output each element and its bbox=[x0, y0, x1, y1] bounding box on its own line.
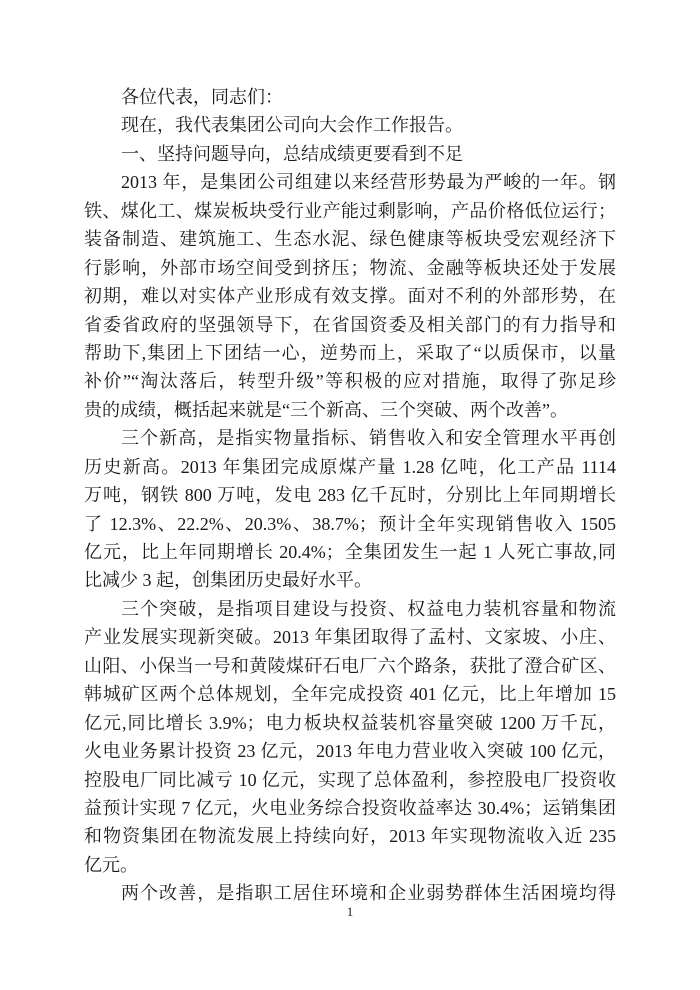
text-line: 三个突破，是指项目建设与投资、权益电力装机容量和物流 bbox=[121, 598, 616, 619]
text-line: 产业发展实现新突破。2013 年集团取得了孟村、文家坡、小庄、 bbox=[84, 627, 616, 648]
text-line: 帮助下,集团上下团结一心，逆势而上，采取了“以质保市，以量 bbox=[84, 342, 616, 363]
text-line: 比减少 3 起，创集团历史最好水平。 bbox=[84, 570, 372, 591]
text-line: 三个新高，是指实物量指标、销售收入和安全管理水平再创 bbox=[121, 428, 616, 449]
text-line: 和物资集团在物流发展上持续向好，2013 年实现物流收入近 235 bbox=[84, 826, 616, 847]
text-line: 火电业务累计投资 23 亿元，2013 年电力营业收入突破 100 亿元， bbox=[84, 741, 616, 762]
text-line: 控股电厂同比减亏 10 亿元，实现了总体盈利，参控股电厂投资收 bbox=[84, 769, 616, 790]
text-line: 亿元,同比增长 3.9%；电力板块权益装机容量突破 1200 万千瓦， bbox=[84, 712, 616, 733]
text-line: 补价”“淘汰落后，转型升级”等积极的应对措施，取得了弥足珍 bbox=[84, 371, 616, 392]
text-line: 益预计实现 7 亿元，火电业务综合投资收益率达 30.4%；运销集团 bbox=[84, 797, 616, 818]
text-line: 省委省政府的坚强领导下，在省国资委及相关部门的有力指导和 bbox=[84, 314, 616, 335]
text-line: 装备制造、建筑施工、生态水泥、绿色健康等板块受宏观经济下 bbox=[84, 229, 616, 250]
text-line: 亿元，比上年同期增长 20.4%；全集团发生一起 1 人死亡事故,同 bbox=[84, 542, 616, 562]
text-line: 各位代表，同志们： bbox=[121, 87, 283, 107]
text-line: 两个改善，是指职工居住环境和企业弱势群体生活困境均得 bbox=[121, 883, 616, 904]
text-line: 亿元。 bbox=[84, 854, 138, 875]
text-line: 现在，我代表集团公司向大会作工作报告。 bbox=[121, 115, 463, 136]
page-number: 1 bbox=[346, 904, 354, 919]
text-line: 了 12.3%、22.2%、20.3%、38.7%；预计全年实现销售收入 1505 bbox=[84, 513, 616, 534]
text-line: 万吨，钢铁 800 万吨，发电 283 亿千瓦时，分别比上年同期增长 bbox=[84, 485, 616, 506]
text-line: 行影响，外部市场空间受到挤压；物流、金融等板块还处于发展 bbox=[84, 257, 616, 278]
text-line: 韩城矿区两个总体规划，全年完成投资 401 亿元，比上年增加 15 bbox=[84, 684, 616, 705]
text-line: 山阳、小保当一号和黄陵煤矸石电厂六个路条，获批了澄合矿区、 bbox=[84, 655, 616, 676]
text-line: 一、坚持问题导向，总结成绩更要看到不足 bbox=[121, 143, 463, 164]
text-line: 初期，难以对实体产业形成有效支撑。面对不利的外部形势，在 bbox=[84, 286, 616, 307]
text-line: 贵的成绩，概括起来就是“三个新高、三个突破、两个改善”。 bbox=[84, 399, 568, 420]
text-line: 历史新高。2013 年集团完成原煤产量 1.28 亿吨，化工产品 1114 bbox=[84, 456, 616, 477]
text-line: 2013 年，是集团公司组建以来经营形势最为严峻的一年。钢 bbox=[121, 172, 616, 193]
text-line: 铁、煤化工、煤炭板块受行业产能过剩影响，产品价格低位运行； bbox=[84, 200, 616, 221]
report-body-text bbox=[84, 83, 616, 908]
